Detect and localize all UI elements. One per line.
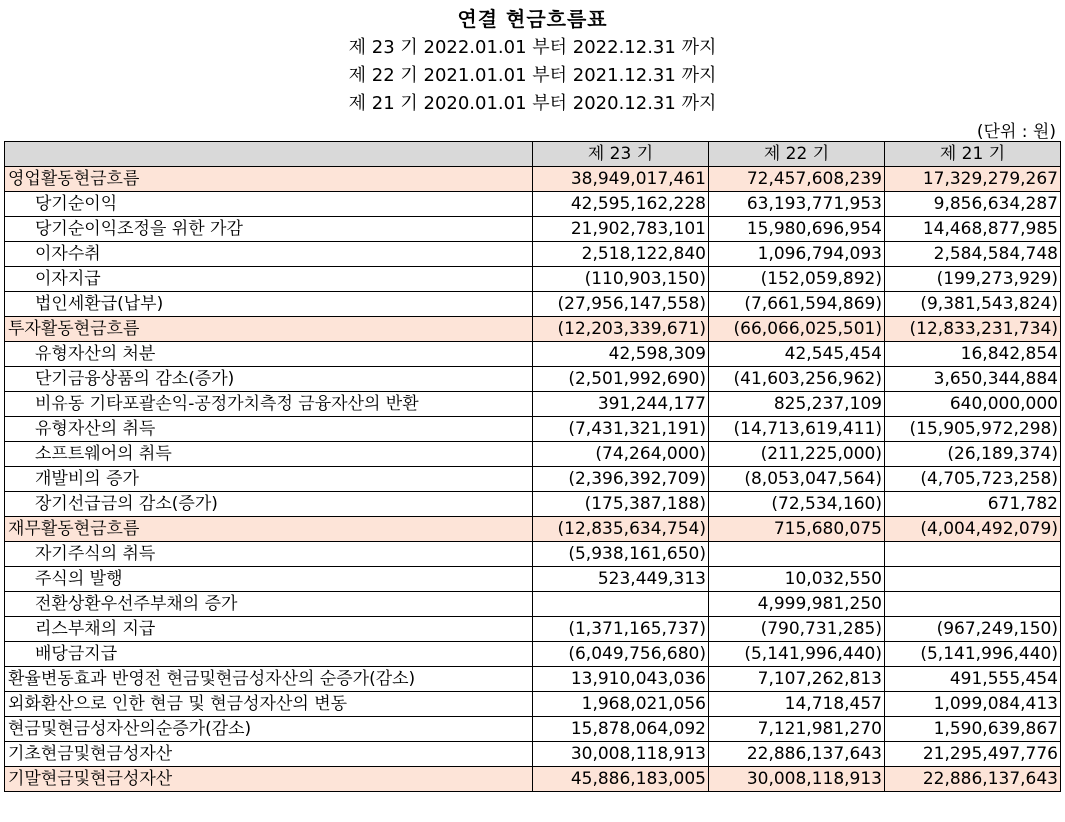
statement-title: 연결 현금흐름표 [457,7,608,31]
table-row [5,642,1061,667]
value-21: 3,650,344,884 [885,367,1061,392]
row-label: 주식의 발행 [5,567,533,592]
value-21: 16,842,854 [885,342,1061,367]
row-label: 비유동 기타포괄손익-공정가치측정 금융자산의 반환 [5,392,533,417]
value-22: 30,008,118,913 [709,767,885,792]
value-21: 21,295,497,776 [885,742,1061,767]
table-row [5,442,1061,467]
header-period-23: 제 23 기 [533,142,709,167]
value-23: 13,910,043,036 [533,667,709,692]
value-22: (211,225,000) [709,442,885,467]
row-label: 전환상환우선주부채의 증가 [5,592,533,617]
table-row [5,192,1061,217]
table-row [5,542,1061,567]
header-label-column [5,142,533,167]
table-row [5,267,1061,292]
value-22: 4,999,981,250 [709,592,885,617]
row-label: 유형자산의 처분 [5,342,533,367]
value-23: 38,949,017,461 [533,167,709,192]
header-period-21: 제 21 기 [885,142,1061,167]
period-line-22: 제 22 기 2021.01.01 부터 2021.12.31 까지 [348,65,717,86]
value-23: 1,968,021,056 [533,692,709,717]
value-21: (12,833,231,734) [885,317,1061,342]
header-period-22: 제 22 기 [709,142,885,167]
value-21: 2,584,584,748 [885,242,1061,267]
value-21: (967,249,150) [885,617,1061,642]
row-label: 외화환산으로 인한 현금 및 현금성자산의 변동 [5,692,533,717]
value-22: 825,237,109 [709,392,885,417]
value-22: (5,141,996,440) [709,642,885,667]
value-21: (5,141,996,440) [885,642,1061,667]
row-label: 장기선급금의 감소(증가) [5,492,533,517]
value-23: (12,203,339,671) [533,317,709,342]
value-23: (7,431,321,191) [533,417,709,442]
value-21: 1,099,084,413 [885,692,1061,717]
value-23: (27,956,147,558) [533,292,709,317]
row-label: 현금및현금성자산의순증가(감소) [5,717,533,742]
value-23: 42,595,162,228 [533,192,709,217]
row-label: 개발비의 증가 [5,467,533,492]
value-21: 17,329,279,267 [885,167,1061,192]
value-21 [885,567,1061,592]
row-label: 법인세환급(납부) [5,292,533,317]
row-label: 유형자산의 취득 [5,417,533,442]
value-23: 523,449,313 [533,567,709,592]
value-22: 715,680,075 [709,517,885,542]
value-23: (5,938,161,650) [533,542,709,567]
value-21: (4,705,723,258) [885,467,1061,492]
period-line-21: 제 21 기 2020.01.01 부터 2020.12.31 까지 [348,93,717,114]
table-row [5,592,1061,617]
table-row [5,667,1061,692]
table-row [5,417,1061,442]
table-row [5,292,1061,317]
row-label: 재무활동현금흐름 [5,517,533,542]
table-row [5,392,1061,417]
table-row [5,467,1061,492]
value-21 [885,592,1061,617]
table-row [5,692,1061,717]
value-22: (8,053,047,564) [709,467,885,492]
row-label: 리스부채의 지급 [5,617,533,642]
value-23: (175,387,188) [533,492,709,517]
value-22: 10,032,550 [709,567,885,592]
row-label: 영업활동현금흐름 [5,167,533,192]
value-22: 7,107,262,813 [709,667,885,692]
value-23: (6,049,756,680) [533,642,709,667]
value-21: (199,273,929) [885,267,1061,292]
value-23 [533,592,709,617]
value-21: (4,004,492,079) [885,517,1061,542]
table-row [5,367,1061,392]
table-row [5,717,1061,742]
table-row [5,617,1061,642]
value-23: 391,244,177 [533,392,709,417]
value-21: 671,782 [885,492,1061,517]
value-22: (152,059,892) [709,267,885,292]
value-22: 22,886,137,643 [709,742,885,767]
value-21: (9,381,543,824) [885,292,1061,317]
value-22: 14,718,457 [709,692,885,717]
value-23: 42,598,309 [533,342,709,367]
row-label: 단기금융상품의 감소(증가) [5,367,533,392]
row-label: 기말현금및현금성자산 [5,767,533,792]
row-label: 투자활동현금흐름 [5,317,533,342]
row-label: 자기주식의 취득 [5,542,533,567]
row-label: 소프트웨어의 취득 [5,442,533,467]
row-label: 배당금지급 [5,642,533,667]
value-21: (15,905,972,298) [885,417,1061,442]
value-21: 9,856,634,287 [885,192,1061,217]
table-row [5,742,1061,767]
value-22: (790,731,285) [709,617,885,642]
value-22: 72,457,608,239 [709,167,885,192]
value-21: 14,468,877,985 [885,217,1061,242]
table-row [5,567,1061,592]
value-21 [885,542,1061,567]
value-23: (74,264,000) [533,442,709,467]
table-row [5,342,1061,367]
row-label: 기초현금및현금성자산 [5,742,533,767]
row-label: 이자수취 [5,242,533,267]
value-23: 45,886,183,005 [533,767,709,792]
value-22: 1,096,794,093 [709,242,885,267]
value-22: (72,534,160) [709,492,885,517]
value-23: 2,518,122,840 [533,242,709,267]
table-row [5,517,1061,542]
value-23: (110,903,150) [533,267,709,292]
value-21: (26,189,374) [885,442,1061,467]
value-23: (2,396,392,709) [533,467,709,492]
row-label: 당기순이익조정을 위한 가감 [5,217,533,242]
value-22: 7,121,981,270 [709,717,885,742]
value-22: (66,066,025,501) [709,317,885,342]
value-21: 22,886,137,643 [885,767,1061,792]
value-22: (14,713,619,411) [709,417,885,442]
row-label: 환율변동효과 반영전 현금및현금성자산의 순증가(감소) [5,667,533,692]
table-row [5,242,1061,267]
value-23: (1,371,165,737) [533,617,709,642]
value-21: 640,000,000 [885,392,1061,417]
unit-label: (단위 : 원) [976,122,1056,142]
table-row [5,317,1061,342]
value-22: 42,545,454 [709,342,885,367]
period-line-23: 제 23 기 2022.01.01 부터 2022.12.31 까지 [348,37,717,58]
row-label: 당기순이익 [5,192,533,217]
value-23: 21,902,783,101 [533,217,709,242]
table-row [5,167,1061,192]
value-21: 1,590,639,867 [885,717,1061,742]
table-row [5,767,1061,792]
value-22 [709,542,885,567]
value-23: 15,878,064,092 [533,717,709,742]
value-23: (2,501,992,690) [533,367,709,392]
table-row [5,492,1061,517]
value-23: (12,835,634,754) [533,517,709,542]
cash-flow-table [4,141,1061,792]
table-header-row [5,142,1061,167]
row-label: 이자지급 [5,267,533,292]
value-21: 491,555,454 [885,667,1061,692]
value-22: (41,603,256,962) [709,367,885,392]
value-22: (7,661,594,869) [709,292,885,317]
value-23: 30,008,118,913 [533,742,709,767]
table-row [5,217,1061,242]
value-22: 63,193,771,953 [709,192,885,217]
value-22: 15,980,696,954 [709,217,885,242]
